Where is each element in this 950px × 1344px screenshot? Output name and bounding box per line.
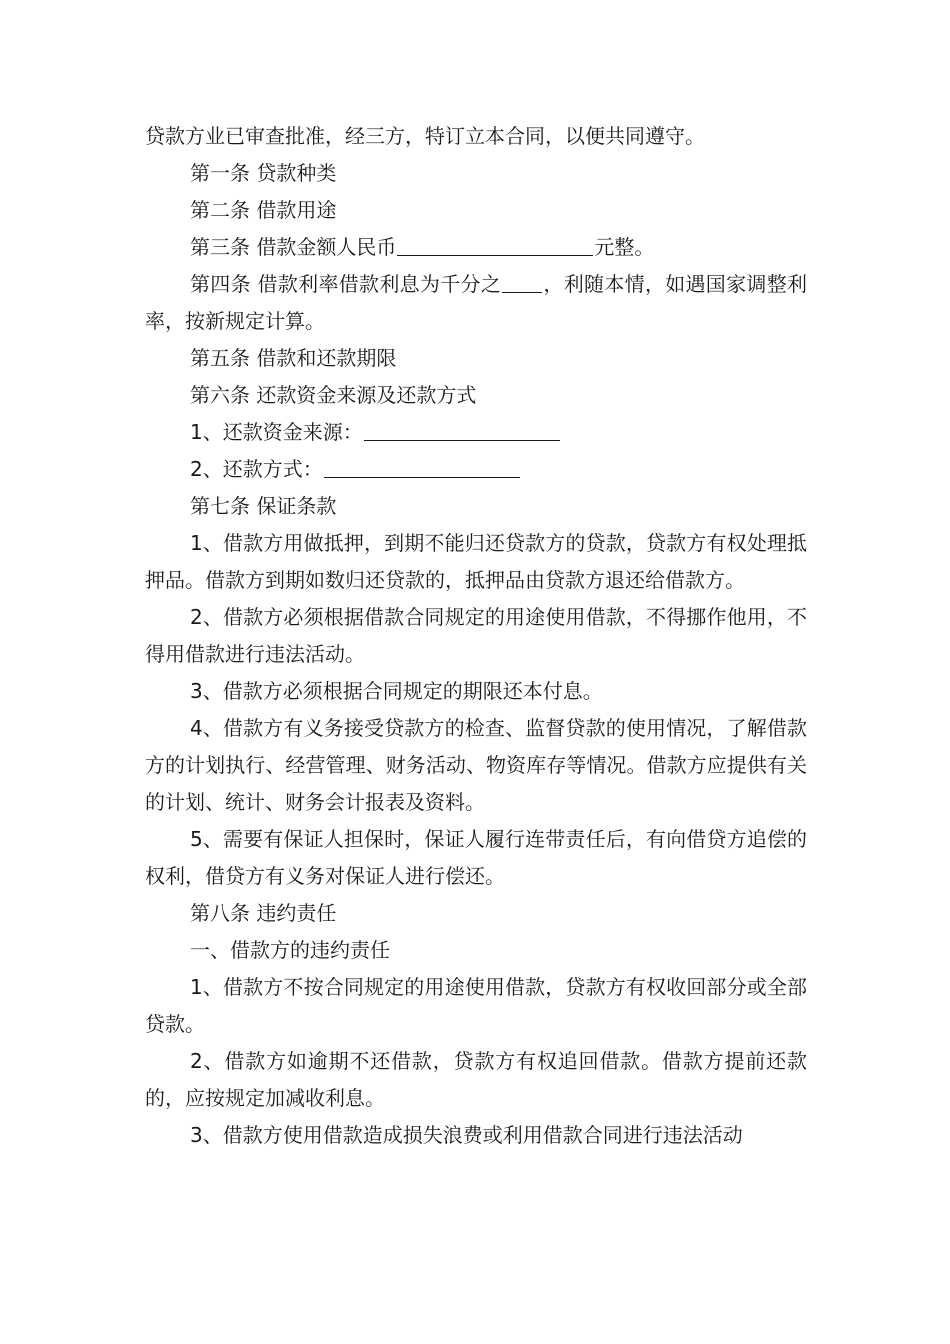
article-3-paragraph [145,229,807,266]
article-4-text: 第四条 借款利率借款利息为千分之 [190,272,502,296]
article-8-item-1: 1、借款方不按合同规定的用途使用借款，贷款方有权收回部分或全部贷款。 [145,975,807,1036]
article-6-item-2 [145,451,807,488]
article-3-text: 第三条 借款金额人民币 [190,235,397,259]
article-8-item-3: 3、借款方使用借款造成损失浪费或利用借款合同进行违法活动 [190,1123,743,1147]
article-7-item-4: 4、借款方有义务接受贷款方的检查、监督贷款的使用情况，了解借款方的计划执行、经营管理、财务活动、物资库存等情况。借款方应提供有关的计划、统计、财务会计报表及资料。 [145,716,807,814]
article-1-heading: 第一条 贷款种类 [190,161,337,185]
repayment-method-label: 2、还款方式： [190,457,323,481]
article-8-section-1-heading: 一、借款方的违约责任 [190,938,390,962]
amount-blank [397,233,593,256]
article-5-heading: 第五条 借款和还款期限 [190,346,397,370]
article-7-heading: 第七条 保证条款 [190,494,337,518]
intro-paragraph: 贷款方业已审查批准，经三方，特订立本合同，以便共同遵守。 [145,124,705,148]
repayment-source-blank [364,418,560,441]
article-8-heading: 第八条 违约责任 [190,901,337,925]
article-8-item-2: 2、借款方如逾期不还借款，贷款方有权追回借款。借款方提前还款的，应按规定加减收利息。 [145,1049,807,1110]
article-3-suffix: 元整。 [594,235,655,259]
repayment-method-blank [324,455,520,478]
article-2-heading: 第二条 借款用途 [190,198,337,222]
article-6-item-1 [145,414,807,451]
article-7-item-2: 2、借款方必须根据借款合同规定的用途使用借款，不得挪作他用，不得用借款进行违法活动。 [145,605,807,666]
article-7-item-1: 1、借款方用做抵押，到期不能归还贷款方的贷款，贷款方有权处理抵押品。借款方到期如数归还贷款的，抵押品由贷款方退还给借款方。 [145,531,807,592]
article-7-item-3: 3、借款方必须根据合同规定的期限还本付息。 [190,679,603,703]
repayment-source-label: 1、还款资金来源： [190,420,363,444]
article-4-suffix: ，利随本情，如遇国家调整利率，按新规定计算。 [145,272,807,333]
article-4-paragraph [145,266,807,340]
interest-rate-blank [502,270,542,293]
article-7-item-5: 5、需要有保证人担保时，保证人履行连带责任后，有向借贷方追偿的权利，借贷方有义务对保证人进行偿还。 [145,827,807,888]
article-6-heading: 第六条 还款资金来源及还款方式 [190,383,477,407]
document-page [145,118,807,1154]
